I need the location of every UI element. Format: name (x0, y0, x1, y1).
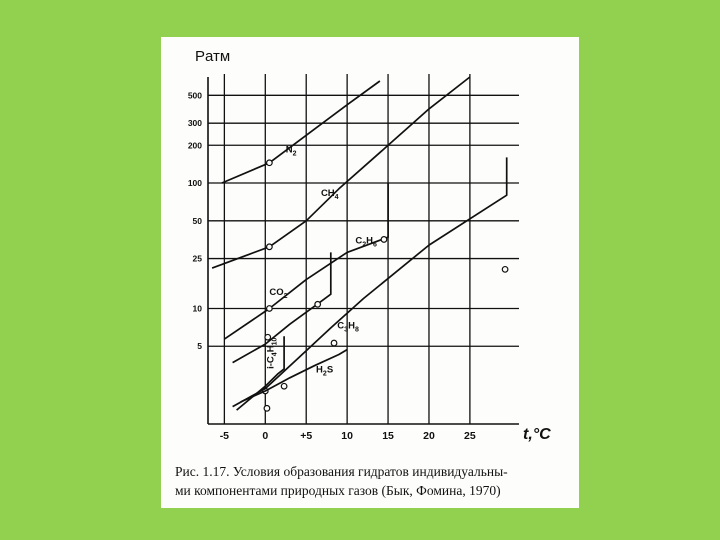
annotation-text: H (316, 364, 323, 376)
annotation-text: H (366, 235, 373, 247)
series-marker-h2s (264, 406, 270, 412)
annotation-subscript: 3 (344, 326, 349, 334)
x-tick-label: 10 (341, 430, 353, 442)
series-line-co2 (241, 350, 347, 402)
x-tick-label: 0 (262, 430, 269, 442)
annotation-subscript: 4 (271, 352, 279, 357)
series-marker-i-c4h10 (281, 383, 287, 389)
annotation-text: N (285, 144, 293, 156)
series-annotation (355, 235, 377, 248)
y-tick-label: 300 (187, 118, 202, 129)
annotation-text: i-C (265, 356, 277, 369)
y-tick-label: 25 (192, 253, 202, 264)
annotation-subscript: 8 (354, 326, 359, 334)
annotation-text: CO (269, 287, 284, 299)
annotation-text: C (337, 320, 345, 332)
series-marker-c3h8 (315, 301, 321, 307)
series-annotation (316, 364, 333, 377)
series-marker-h2s (331, 340, 337, 346)
annotation-subscript: 6 (372, 241, 377, 249)
series-annotation (337, 321, 359, 334)
x-tick-label: 15 (382, 430, 394, 442)
series-annotation (269, 287, 287, 300)
series-marker-c3h8 (265, 334, 271, 340)
annotation-text: H (348, 320, 355, 332)
series-annotation (286, 145, 297, 158)
annotation-subscript: 2 (322, 370, 327, 378)
caption-line-1: Рис. 1.17. Условия образования гидратов индивидуальны- (175, 464, 508, 479)
series-annotation (321, 188, 339, 201)
series-line-n2 (222, 81, 380, 183)
annotation-text: C (355, 235, 363, 247)
x-tick-label: -5 (219, 430, 230, 442)
annotation-subscript: 4 (334, 193, 339, 201)
annotation-text: S (326, 364, 334, 376)
x-tick-label: 20 (423, 430, 435, 442)
figure-slide (161, 37, 579, 508)
annotation-subscript: 10 (271, 337, 279, 346)
series-marker-ch4 (267, 244, 273, 250)
series-marker-c2h6 (381, 237, 387, 243)
annotation-subscript: 2 (362, 241, 367, 249)
series-marker-c2h6 (267, 306, 273, 312)
y-tick-label: 50 (192, 215, 202, 226)
annotation-subscript: 2 (283, 293, 288, 301)
y-tick-label: 10 (192, 303, 202, 314)
y-tick-label: 100 (187, 178, 202, 189)
x-tick-label: +5 (300, 430, 313, 442)
caption-line-2: ми компонентами природных газов (Бык, Фомина, 1970) (175, 483, 501, 498)
y-tick-label: 5 (197, 341, 202, 352)
series-marker-h2s (502, 267, 508, 273)
series-marker-n2 (267, 160, 273, 166)
annotation-subscript: 2 (292, 150, 297, 158)
x-axis-label: t,°C (523, 426, 551, 443)
y-axis-label: Pатм (195, 48, 231, 65)
annotation-text: CH (320, 187, 335, 199)
figure-caption (175, 462, 575, 500)
hydrate-chart (161, 37, 579, 467)
y-tick-label: 200 (187, 140, 202, 151)
series-line-ch4 (212, 77, 470, 268)
y-tick-label: 500 (187, 90, 202, 101)
annotation-text: H (265, 345, 277, 353)
x-tick-label: 25 (464, 430, 476, 442)
